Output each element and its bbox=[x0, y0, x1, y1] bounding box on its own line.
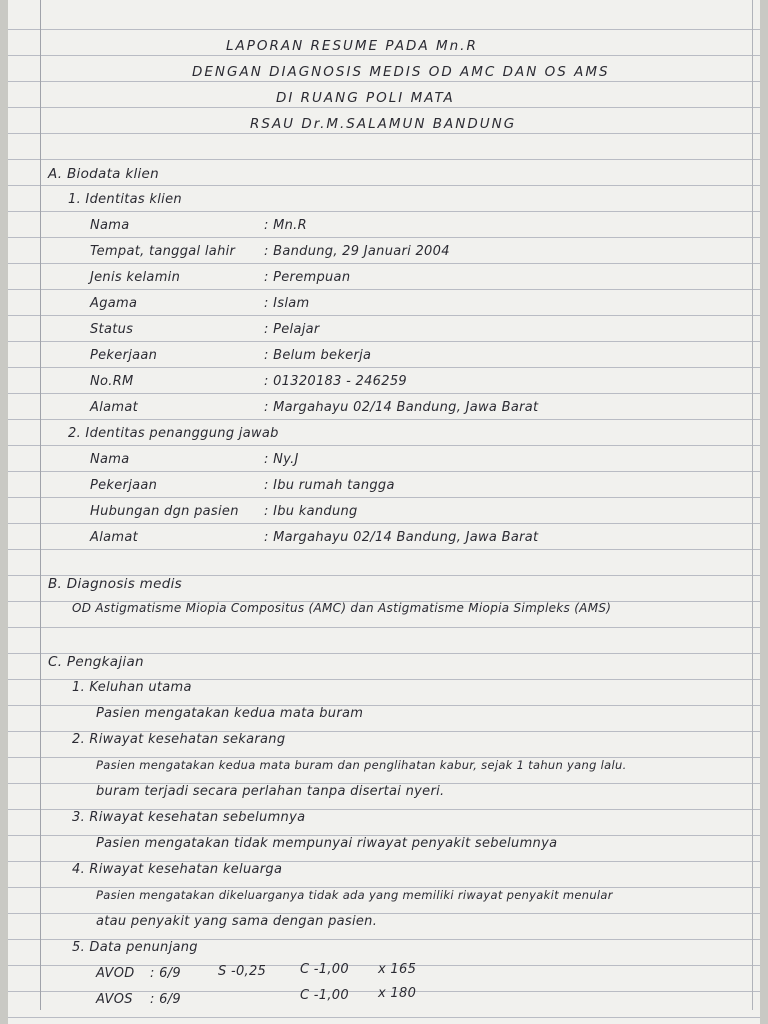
klien-value: : 01320183 - 246259 bbox=[264, 374, 407, 389]
diagnosis-text: OD Astigmatisme Miopia Compositus (AMC) dan Astigmatisme Miopia Simpleks (AMS) bbox=[72, 601, 612, 615]
riwayat-sekarang-text-2: buram terjadi secara perlahan tanpa disertai nyeri. bbox=[96, 784, 445, 799]
avos-axis: x 180 bbox=[378, 986, 417, 1001]
klien-value: : Mn.R bbox=[264, 218, 307, 233]
klien-label: Alamat bbox=[90, 400, 138, 415]
title-line-2: DENGAN DIAGNOSIS MEDIS OD AMC DAN OS AMS bbox=[192, 64, 610, 80]
margin-line bbox=[40, 0, 41, 1010]
klien-label: Status bbox=[90, 322, 134, 337]
penanggung-label: Pekerjaan bbox=[90, 478, 158, 493]
avod-label: AVOD bbox=[96, 966, 135, 981]
section-a-heading: A. Biodata klien bbox=[48, 166, 160, 182]
riwayat-sekarang-text-1: Pasien mengatakan kedua mata buram dan penglihatan kabur, sejak 1 tahun yang lalu. bbox=[96, 758, 627, 772]
keluhan-text: Pasien mengatakan kedua mata buram bbox=[96, 706, 364, 721]
avos-label: AVOS bbox=[96, 992, 133, 1007]
klien-label: Agama bbox=[90, 296, 138, 311]
penanggung-label: Hubungan dgn pasien bbox=[90, 504, 239, 519]
klien-label: Tempat, tanggal lahir bbox=[90, 244, 236, 259]
penanggung-value: : Ibu rumah tangga bbox=[264, 478, 395, 493]
riwayat-keluarga-title: 4. Riwayat kesehatan keluarga bbox=[72, 862, 283, 877]
keluhan-title: 1. Keluhan utama bbox=[72, 680, 192, 695]
notebook-page bbox=[8, 0, 760, 1024]
klien-value: : Margahayu 02/14 Bandung, Jawa Barat bbox=[264, 400, 539, 415]
klien-value: : Islam bbox=[264, 296, 310, 311]
riwayat-keluarga-text-2: atau penyakit yang sama dengan pasien. bbox=[96, 914, 378, 929]
section-c-heading: C. Pengkajian bbox=[48, 654, 144, 670]
section-a-sub1: 1. Identitas klien bbox=[68, 192, 182, 207]
title-line-3: DI RUANG POLI MATA bbox=[276, 90, 455, 106]
title-line-4: RSAU Dr.M.SALAMUN BANDUNG bbox=[250, 116, 517, 132]
klien-label: Jenis kelamin bbox=[90, 270, 181, 285]
penanggung-label: Nama bbox=[90, 452, 130, 467]
klien-value: : Bandung, 29 Januari 2004 bbox=[264, 244, 450, 259]
riwayat-sebelumnya-text: Pasien mengatakan tidak mempunyai riwayat penyakit sebelumnya bbox=[96, 836, 558, 851]
klien-label: No.RM bbox=[90, 374, 134, 389]
penanggung-label: Alamat bbox=[90, 530, 138, 545]
title-line-1: LAPORAN RESUME PADA Mn.R bbox=[226, 38, 478, 54]
penanggung-value: : Margahayu 02/14 Bandung, Jawa Barat bbox=[264, 530, 539, 545]
riwayat-sebelumnya-title: 3. Riwayat kesehatan sebelumnya bbox=[72, 810, 306, 825]
avod-axis: x 165 bbox=[378, 962, 417, 977]
avos-cylinder: C -1,00 bbox=[300, 988, 349, 1003]
penanggung-value: : Ibu kandung bbox=[264, 504, 358, 519]
section-b-heading: B. Diagnosis medis bbox=[48, 576, 182, 592]
avod-sphere: S -0,25 bbox=[218, 964, 267, 979]
avod-value: : 6/9 bbox=[150, 966, 181, 981]
avod-cylinder: C -1,00 bbox=[300, 962, 349, 977]
klien-label: Pekerjaan bbox=[90, 348, 158, 363]
data-penunjang-title: 5. Data penunjang bbox=[72, 940, 198, 955]
klien-value: : Perempuan bbox=[264, 270, 351, 285]
klien-value: : Belum bekerja bbox=[264, 348, 372, 363]
penanggung-value: : Ny.J bbox=[264, 452, 299, 467]
klien-value: : Pelajar bbox=[264, 322, 320, 337]
avos-value: : 6/9 bbox=[150, 992, 181, 1007]
riwayat-sekarang-title: 2. Riwayat kesehatan sekarang bbox=[72, 732, 286, 747]
riwayat-keluarga-text-1: Pasien mengatakan dikeluarganya tidak ada yang memiliki riwayat penyakit menular bbox=[96, 888, 613, 902]
section-a-sub2: 2. Identitas penanggung jawab bbox=[68, 426, 279, 441]
klien-label: Nama bbox=[90, 218, 130, 233]
right-margin-line bbox=[752, 0, 753, 1010]
